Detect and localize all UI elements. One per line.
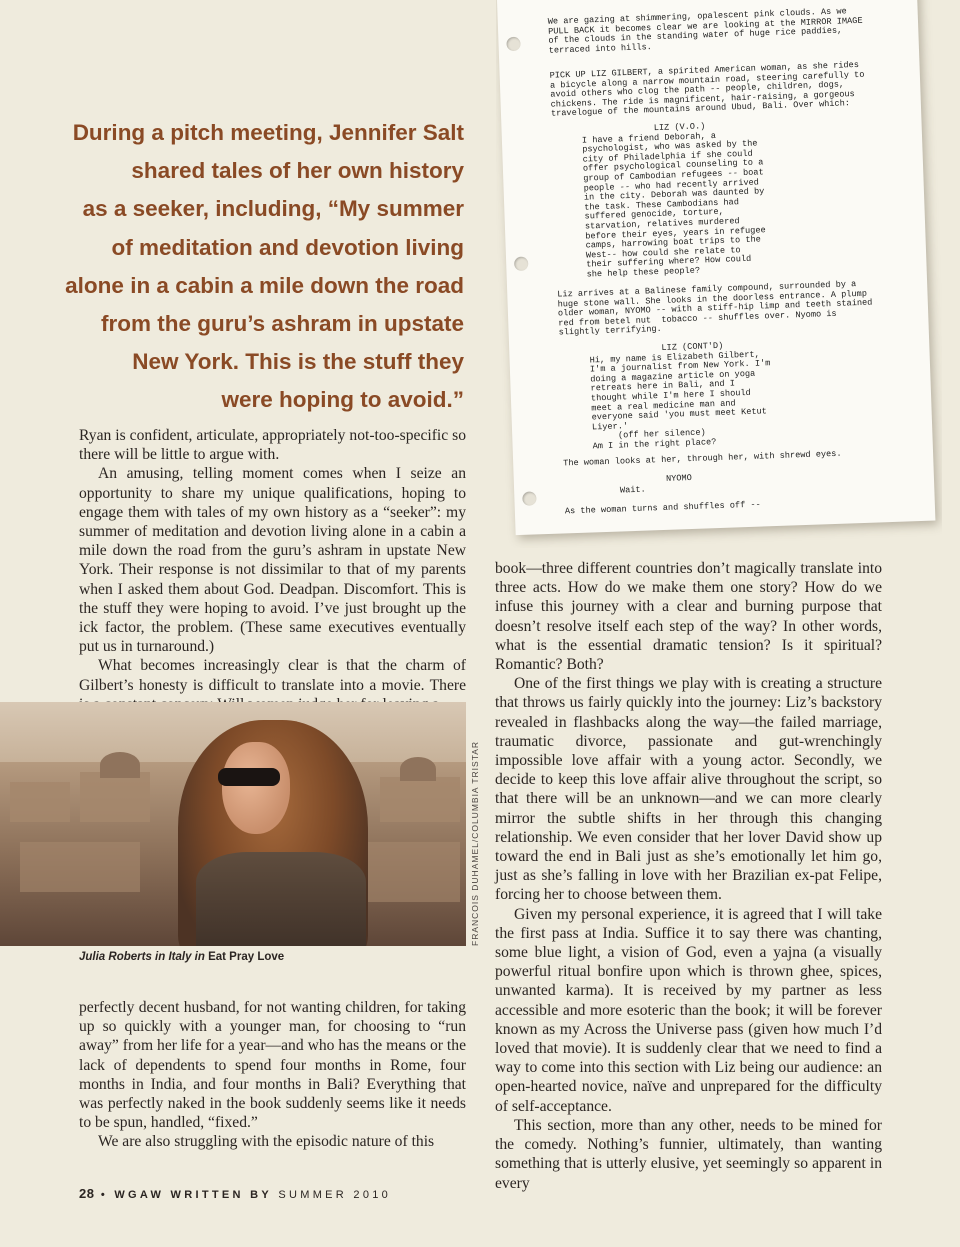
- pull-quote-line: as a seeker, including, “My summer: [82, 196, 464, 222]
- screenplay-page: [497, 0, 936, 535]
- binder-hole-icon: [506, 37, 520, 51]
- script-dialogue: LIZ (V.O.) I have a friend Deborah, a psychologist, who was asked by the city of Philadelphia if she could offer psychological counseling to a group of Cambodian refugees -- boat people -- who had recently arrived in the city. Deborah was daunted by the task. These Cambodians had suffered genocide, torture, starvation, relatives murdered before their eyes, years in refugee camps, harrowing boat trips to the West-- how could she relate to their suffering where? How could she help these people?: [581, 121, 766, 280]
- binder-hole-icon: [514, 257, 528, 271]
- pull-quote-line: of meditation and devotion living: [111, 234, 464, 260]
- script-action: We are gazing at shimmering, opalescent pink clouds. As we PULL BACK it becomes clear we are looking at the MIRROR IMAGE of the clouds in the standing water of huge rice paddies, terraced into hills.: [547, 6, 863, 56]
- pull-quote-line: were hoping to avoid.”: [221, 387, 464, 413]
- photo-credit: FRANCOIS DUHAMEL/COLUMBIA TRISTAR: [470, 740, 480, 946]
- article-paragraph: Given my personal experience, it is agreed that I will take the first pass at India. Suffice it to say there was chanting, some blue light, a vision of God, even a yajna (a visually powerful ritual bonfire upon which is thrown ghee, spices, unwanted karma). It is received by my partner as less accessible and more esoteric than the book; it will be forever known as my Across the Universe pass (given how much I’d loved that movie). It is suddenly clear that we need to find a way to come into this section with Liz being our audience: an open-hearted novice, naïve and unprepared for the difficulty of self-acceptance.: [495, 905, 882, 1115]
- article-paragraph: perfectly decent husband, for not wanting children, for taking up so quickly with a younger man, for choosing to “run away” from her life for a year—and who has the means or the lack of dependents to spend four months in Rome, four months in India, and four months in Bali? Everything that was perfectly naked in the book suddenly seems like it needs to be spun, handled, “fixed.”: [79, 999, 466, 1132]
- photo-caption: [79, 951, 284, 963]
- article-column-right: [495, 559, 882, 1193]
- article-paragraph: What becomes increasingly clear is that the charm of Gilbert’s honesty is difficult to translate into a movie. There: [79, 657, 466, 694]
- script-action: As the woman turns and shuffles off --: [564, 499, 761, 517]
- script-dialogue: NYOMO Wait.: [593, 472, 692, 496]
- movie-still-photo: [0, 702, 466, 946]
- article-column-left-top: [79, 426, 466, 714]
- script-action: The woman looks at her, through her, with shrewd eyes.: [563, 448, 842, 469]
- page-number: 28: [79, 1186, 95, 1201]
- issue-date: SUMMER 2010: [278, 1189, 392, 1201]
- caption-film-title: Eat Pray Love: [208, 951, 285, 963]
- pull-quote: [60, 114, 464, 420]
- article-paragraph: Ryan is confident, articulate, appropriately not-too-specific so there will be little to argue with.: [79, 427, 466, 464]
- article-column-left-bottom: [79, 998, 466, 1152]
- pull-quote-line: During a pitch meeting, Jennifer Salt: [72, 120, 464, 145]
- article-paragraph: This section, more than any other, needs to be mined for the comedy. Nothing’s funnier, ultimately, than wanting something that is utterly elusive, yet seemingly so apparent in every: [495, 1116, 882, 1192]
- script-dialogue: LIZ (CONT'D) Hi, my name is Elizabeth Gilbert, I'm a journalist from New York. I'm doing a magazine article on yoga retreats here in Bali, and I thought while I'm here I should meet a real medicine man and everyone said 'you must meet Ketut Liyer.' (off her silence) Am I in the right place?: [589, 340, 771, 452]
- script-action: Liz arrives at a Balinese family compound, surrounded by a huge stone wall. She looks in the doorless entrance. A plump older woman, NYOMO -- with a stiff-hip limp and teeth stained red from betel nut tobacco -- shuffles over. Nyomo is slightly terrifying.: [557, 279, 873, 338]
- screenplay-page-image: [496, 0, 942, 548]
- magazine-name: WGAW WRITTEN BY: [114, 1189, 272, 1201]
- article-paragraph: We are also struggling with the episodic nature of this: [98, 1133, 435, 1151]
- page-footer: [79, 1186, 391, 1201]
- pull-quote-line: shared tales of her own history: [131, 158, 464, 184]
- article-paragraph: An amusing, telling moment comes when I seize an opportunity to share my unique qualifications, hoping to engage them with tales of my own history as a “seeker”: my summer of meditation and devotion living alone in a cabin a mile down the road from the guru’s ashram in upstate New York. Their response is not dissimilar to that of my parents when I asked them about God. Deadpan. Discomfort. This is the stuff they were hoping to avoid. I’ve just brought up the ick factor, the problem. (These same executives eventually put us in turnaround.): [79, 465, 466, 656]
- pull-quote-line: alone in a cabin a mile down the road: [65, 272, 464, 298]
- footer-bullet: •: [100, 1189, 108, 1201]
- script-action: PICK UP LIZ GILBERT, a spirited American woman, as she rides a bicycle along a narrow mountain road, steering carefully to avoid others who clog the path -- people, children, dogs, chickens. The ride is magnificent, hair-raising, a gorgeous travelogue of the mountains around Ubud, Bali. Over which:: [549, 59, 865, 120]
- article-paragraph: book—three different countries don’t magically translate into three acts. How do we make them one story? How do we infuse this journey with a clear and burning purpose that doesn’t resolve itself each step of the way? In other words, what is the essential dramatic tension? Is it spiritual? Romantic? Both?: [495, 560, 882, 674]
- pull-quote-line: from the guru’s ashram in upstate: [101, 311, 464, 337]
- article-paragraph: One of the first things we play with is creating a structure that throws us fairly quickly into the journey: Liz’s backstory revealed in flashbacks along the way—the failed marriage, traumatic divorce, passionate and gut-wrenchingly impossible love affair with a young actor. Secondly, we decide to keep this love affair alive throughout the script, so that there will be an unknown—and we can more clearly mirror the subtle shifts in her through this changing relationship. We even consider that her lover David show up toward the end in Bali just as she’s emotionally let him go, just as she’s falling in love with her Brazilian ex-pat Felipe, forcing her to choose between them.: [495, 675, 882, 904]
- caption-text: Julia Roberts in Italy in: [79, 951, 209, 963]
- pull-quote-line: New York. This is the stuff they: [132, 349, 464, 375]
- binder-hole-icon: [522, 491, 536, 505]
